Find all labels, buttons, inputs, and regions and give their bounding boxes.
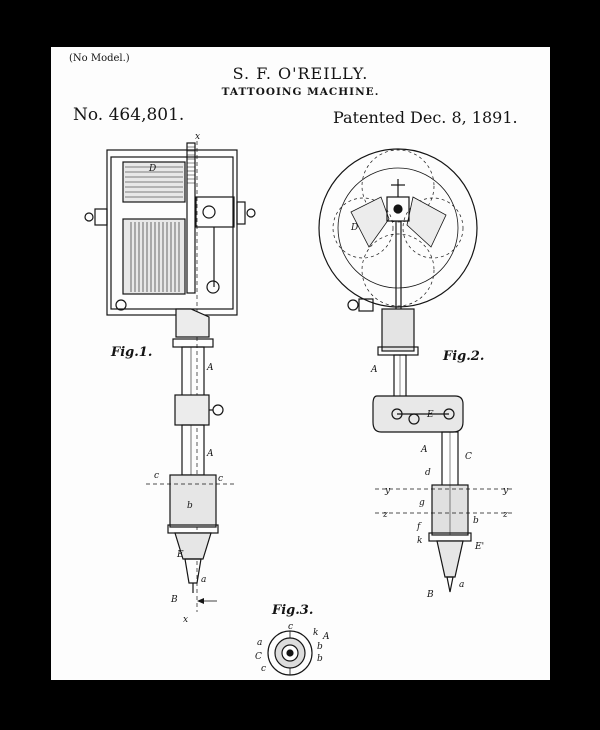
fig2-ref-y-right: y <box>503 486 509 496</box>
fig3-ref-a-upper: A <box>323 632 330 642</box>
fig1-ref-c-left: c <box>154 471 160 481</box>
fig1-drawing <box>85 132 255 625</box>
fig3-ref-b-right: b <box>317 642 323 652</box>
patent-drawings <box>51 47 550 680</box>
fig2-ref-z-left: z <box>383 510 388 520</box>
fig2-ref-g: g <box>419 498 425 508</box>
fig3-ref-c-bottom: c <box>261 664 267 674</box>
patent-sheet <box>51 47 550 680</box>
fig2-ref-b-tip: B <box>427 590 434 600</box>
fig2-ref-a-lower: A <box>421 445 428 455</box>
fig2-ref-k: k <box>417 536 423 546</box>
fig3-ref-b-lower: b <box>317 654 323 664</box>
fig1-ref-b-tip: B <box>171 595 178 605</box>
fig2-drawing <box>319 149 513 600</box>
fig2-ref-d-small: d <box>425 468 431 478</box>
fig2-ref-f: f <box>417 522 421 532</box>
fig3-drawing <box>255 622 330 675</box>
fig2-ref-b: b <box>473 516 479 526</box>
patent-subject: TATTOOING MACHINE. <box>221 86 380 98</box>
fig3-ref-a-small: a <box>257 638 263 648</box>
fig1-ref-x-bottom: x <box>183 615 189 625</box>
fig1-ref-d: D <box>149 164 157 174</box>
fig1-label: Fig.1. <box>111 345 153 360</box>
no-model-note: (No Model.) <box>69 53 130 64</box>
fig1-ref-e: E <box>177 550 184 560</box>
fig1-ref-a-upper: A <box>207 363 214 373</box>
fig2-ref-a-tip: a <box>459 580 465 590</box>
fig3-label: Fig.3. <box>272 603 314 618</box>
fig2-ref-d: D <box>351 223 359 233</box>
fig2-ref-e: E <box>427 410 434 420</box>
fig1-ref-x-top: x <box>195 132 201 142</box>
fig3-ref-c-left: C <box>255 652 262 662</box>
fig2-ref-c: C <box>465 452 472 462</box>
fig2-ref-z-right: z <box>503 510 508 520</box>
fig2-ref-a-upper: A <box>371 365 378 375</box>
fig2-ref-y-left: y <box>385 486 391 496</box>
fig3-ref-c-top: c <box>288 622 294 632</box>
patent-number: No. 464,801. <box>73 105 185 125</box>
fig1-ref-a-lower: A <box>207 449 214 459</box>
fig1-ref-b: b <box>187 501 193 511</box>
fig1-ref-c-right: c <box>218 474 224 484</box>
fig2-label: Fig.2. <box>443 349 485 364</box>
fig2-ref-e-prime: E' <box>475 542 485 552</box>
fig1-ref-a-tip: a <box>201 575 207 585</box>
inventor-name: S. F. O'REILLY. <box>232 64 369 83</box>
patent-date: Patented Dec. 8, 1891. <box>333 108 518 127</box>
fig3-ref-k: k <box>313 628 319 638</box>
